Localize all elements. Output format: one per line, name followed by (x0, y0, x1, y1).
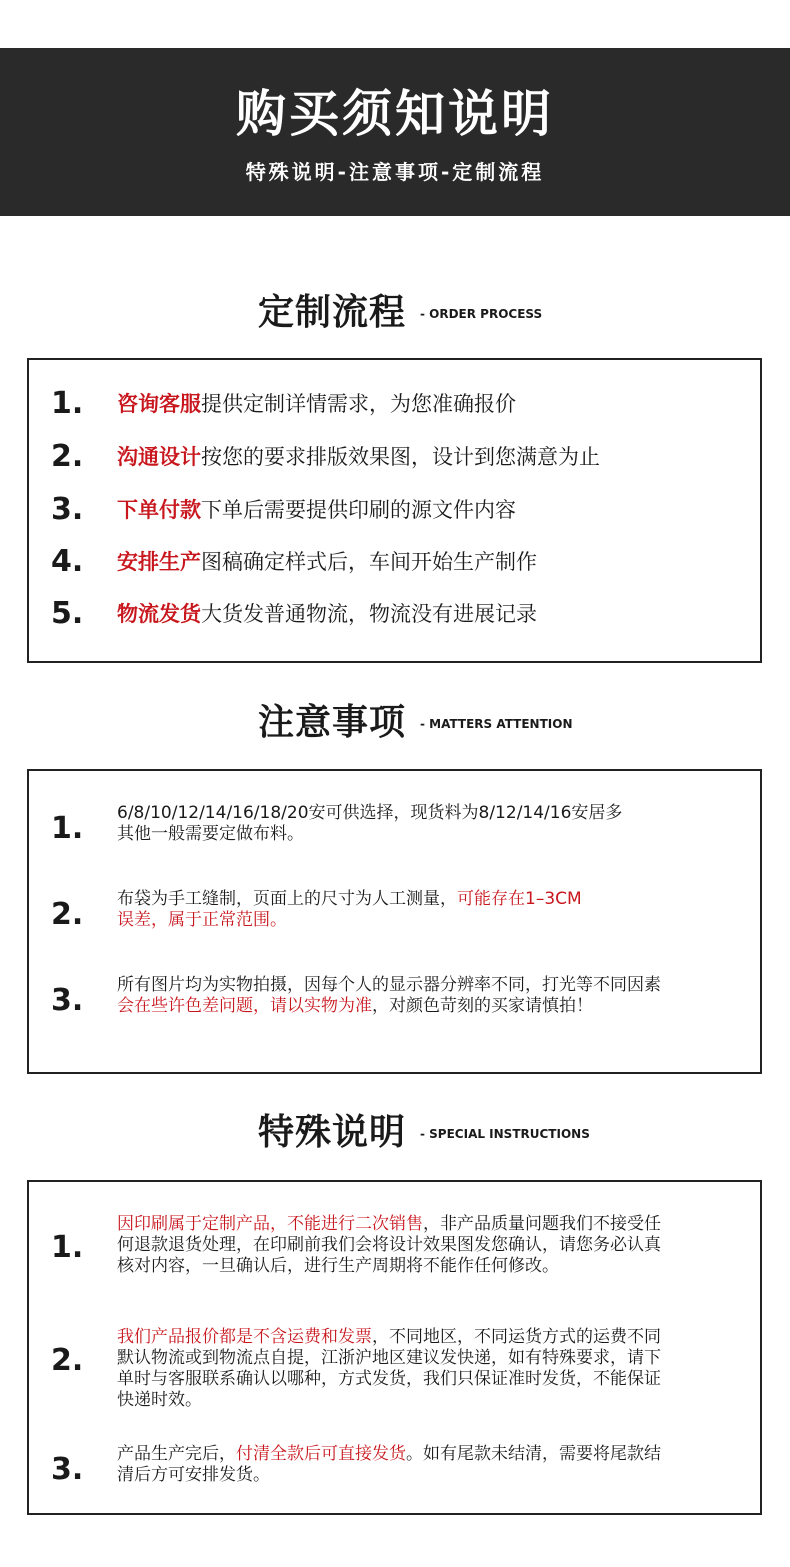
item-line-highlight: 会在些许色差问题，请以实物为准 (117, 996, 372, 1016)
step-text (117, 548, 537, 576)
attention-item (51, 889, 751, 939)
item-line-part: 产品生产完后， (117, 1444, 236, 1464)
step-text (117, 443, 600, 471)
section-heading-special (0, 1110, 790, 1160)
section-title: 特殊说明 (258, 1112, 407, 1153)
item-line-part: ，对颜色苛刻的买家请慎拍！ (372, 996, 593, 1016)
item-line: 清后方可安排发货。 (117, 1465, 270, 1485)
step-key: 物流发货 (117, 602, 201, 626)
item-line-highlight: 误差，属于正常范围。 (117, 910, 287, 930)
item-text (117, 975, 765, 1017)
item-line: 核对内容，一旦确认后，进行生产周期将不能作任何修改。 (117, 1256, 559, 1276)
item-line: 何退款退货处理，在印刷前我们会将设计效果图发您确认，请您务必认真 (117, 1235, 661, 1255)
item-text (117, 1444, 765, 1486)
item-line (117, 996, 765, 1017)
special-item (51, 1327, 751, 1415)
section-title-en: - ORDER PROCESS (420, 307, 543, 321)
item-number: 2. (51, 1343, 84, 1378)
step-text (117, 390, 516, 418)
item-line-highlight: 我们产品报价都是不含运费和发票 (117, 1327, 372, 1347)
item-line-part: 布袋为手工缝制，页面上的尺寸为人工测量， (117, 889, 457, 909)
item-text (117, 1327, 765, 1411)
step-number: 2. (51, 439, 84, 474)
attention-box (27, 769, 762, 1074)
attention-item (51, 975, 751, 1025)
item-line-part: 。如有尾款未结清，需要将尾款结 (406, 1444, 661, 1464)
special-item (51, 1444, 751, 1490)
special-item (51, 1214, 751, 1280)
item-line-part: ，非产品质量问题我们不接受任 (423, 1214, 661, 1234)
step-number: 5. (51, 596, 84, 631)
step-desc: 提供定制详情需求，为您准确报价 (201, 392, 516, 416)
special-box (27, 1180, 762, 1515)
step-desc: 图稿确定样式后，车间开始生产制作 (201, 550, 537, 574)
step-text (117, 496, 516, 524)
item-line (117, 1327, 765, 1348)
page-subtitle: 特殊说明-注意事项-定制流程 (245, 160, 545, 184)
process-box (27, 358, 762, 663)
section-title-en: - SPECIAL INSTRUCTIONS (420, 1127, 590, 1141)
step-key: 咨询客服 (117, 392, 201, 416)
section-title-en: - MATTERS ATTENTION (420, 717, 573, 731)
item-line: 所有图片均为实物拍摄，因每个人的显示器分辨率不同，打光等不同因素 (117, 975, 661, 995)
item-number: 3. (51, 1452, 84, 1487)
step-number: 4. (51, 544, 84, 579)
section-heading-process (0, 290, 790, 340)
item-line (117, 889, 765, 910)
step-key: 沟通设计 (117, 445, 201, 469)
step-desc: 大货发普通物流，物流没有进展记录 (201, 602, 537, 626)
section-title: 定制流程 (258, 292, 407, 333)
header-banner (0, 48, 790, 216)
step-desc: 按您的要求排版效果图，设计到您满意为止 (201, 445, 600, 469)
item-line-part: ，不同地区，不同运货方式的运费不同 (372, 1327, 661, 1347)
item-line-highlight: 因印刷属于定制产品，不能进行二次销售 (117, 1214, 423, 1234)
step-number: 3. (51, 492, 84, 527)
item-text (117, 1214, 765, 1277)
step-key: 下单付款 (117, 498, 201, 522)
attention-item (51, 803, 751, 853)
section-title: 注意事项 (258, 702, 407, 743)
step-text (117, 600, 537, 628)
step-number: 1. (51, 386, 84, 421)
item-line-highlight: 可能存在1–3CM (457, 889, 582, 909)
item-number: 3. (51, 983, 84, 1018)
item-line: 默认物流或到物流点自提，江浙沪地区建议发快递，如有特殊要求，请下 (117, 1348, 661, 1368)
item-line (117, 1444, 765, 1465)
item-line: 单时与客服联系确认以哪种，方式发货，我们只保证准时发货，不能保证 (117, 1369, 661, 1389)
item-number: 1. (51, 1230, 84, 1265)
item-line: 6/8/10/12/14/16/18/20安可供选择，现货料为8/12/14/16安居多 (117, 803, 623, 823)
item-number: 2. (51, 897, 84, 932)
item-line-highlight: 付清全款后可直接发货 (236, 1444, 406, 1464)
step-desc: 下单后需要提供印刷的源文件内容 (201, 498, 516, 522)
page-title: 购买须知说明 (236, 85, 554, 143)
step-key: 安排生产 (117, 550, 201, 574)
item-line: 快递时效。 (117, 1390, 202, 1410)
item-line (117, 1214, 765, 1235)
item-number: 1. (51, 811, 84, 846)
item-text (117, 889, 765, 931)
item-text (117, 803, 765, 845)
item-line: 其他一般需要定做布料。 (117, 824, 304, 844)
section-heading-attention (0, 700, 790, 750)
